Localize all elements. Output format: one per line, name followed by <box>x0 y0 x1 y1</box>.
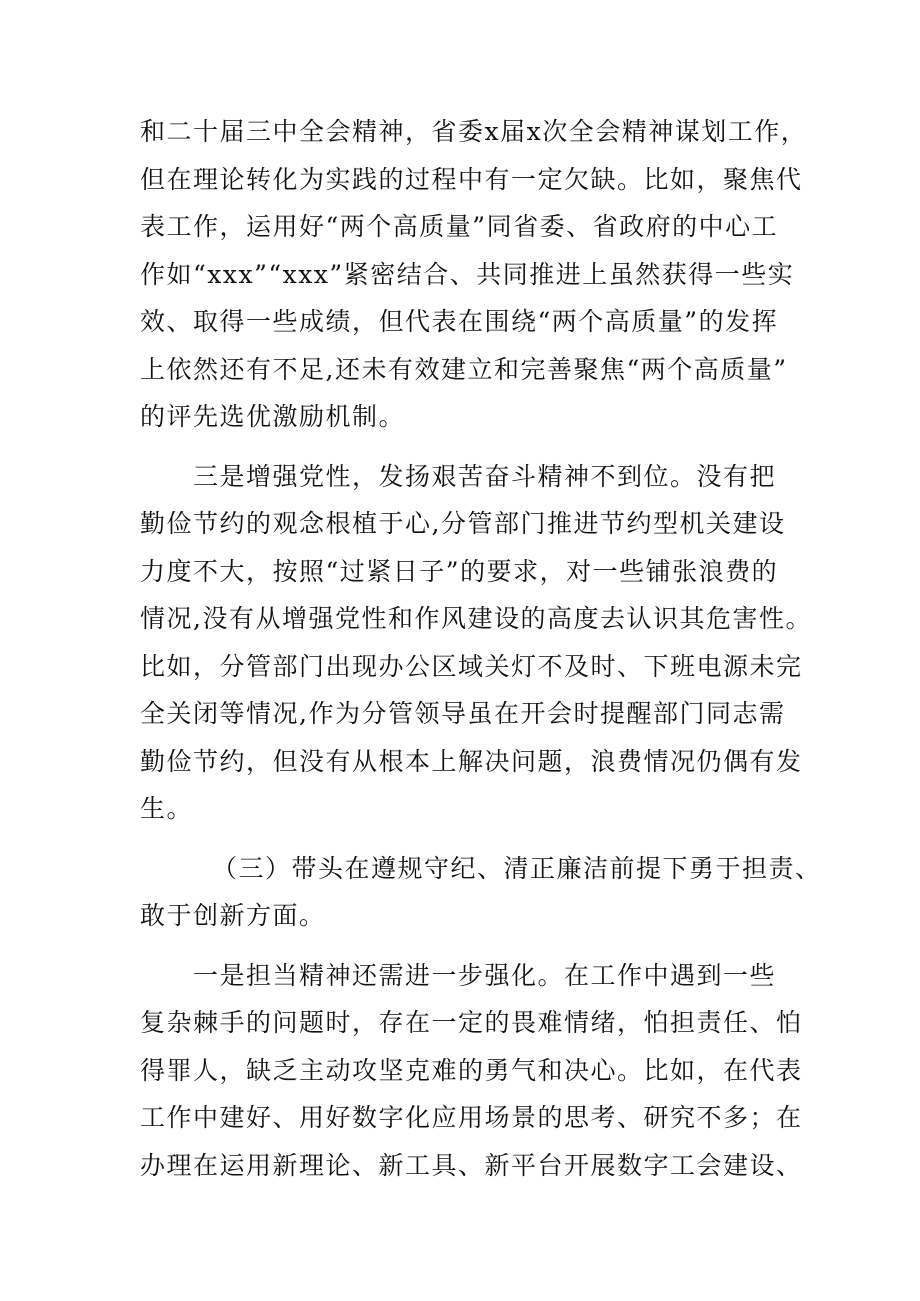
text-line: 作如“xxx”“xxx”紧密结合、共同推进上虽然获得一些实 <box>140 259 795 289</box>
paragraph <box>140 453 812 833</box>
text-line: 办理在运用新理论、新工具、新平台开展数字工会建设、 <box>140 1150 803 1180</box>
text-line: 生。 <box>140 794 194 823</box>
text-line: 复杂棘手的问题时，存在一定的畏难情绪，怕担责任、怕 <box>140 1008 803 1037</box>
text-line: 工作中建好、用好数字化应用场景的思考、研究不多；在 <box>140 1103 803 1132</box>
text-line: 和二十届三中全会精神，省委x届x次全会精神谋划工作， <box>140 117 808 146</box>
section-heading <box>140 845 822 940</box>
text-line: 情况,没有从增强党性和作风建设的高度去认识其危害性。 <box>140 604 812 633</box>
text-line: 表工作，运用好“两个高质量”同省委、省政府的中心工 <box>140 212 779 241</box>
paragraph-gap <box>140 441 800 453</box>
text-line: （三）带头在遵规守纪、清正廉洁前提下勇于担责、 <box>212 853 822 883</box>
text-line: 力度不大，按照“过紧日子”的要求，对一些铺张浪费的 <box>140 556 779 586</box>
text-line: 勤俭节约的观念根植于心,分管部门推进节约型机关建设 <box>140 509 786 538</box>
text-line: 效、取得一些成绩，但代表在围绕“两个高质量”的发挥 <box>140 307 779 336</box>
text-line: 一是担当精神还需进一步强化。在工作中遇到一些 <box>193 960 777 990</box>
paragraph-gap <box>140 940 800 952</box>
text-line: 上依然还有不足,还未有效建立和完善聚焦“两个高质量” <box>140 354 788 384</box>
text-line: 的评先选优激励机制。 <box>140 402 406 431</box>
text-line: 三是增强党性，发扬艰苦奋斗精神不到位。没有把 <box>193 461 777 491</box>
paragraph-gap <box>140 833 800 845</box>
text-line: 敢于创新方面。 <box>140 901 326 930</box>
text-line: 但在理论转化为实践的过程中有一定欠缺。比如，聚焦代 <box>140 164 803 194</box>
text-line: 比如，分管部门出现办公区域关灯不及时、下班电源未完 <box>140 651 803 681</box>
document-body <box>140 108 822 1189</box>
text-line: 勤俭节约，但没有从根本上解决问题，浪费情况仍偶有发 <box>140 746 803 776</box>
paragraph <box>140 108 808 441</box>
text-line: 全关闭等情况,作为分管领导虽在开会时提醒部门同志需 <box>140 699 786 728</box>
paragraph <box>140 952 803 1190</box>
text-line: 得罪人，缺乏主动攻坚克难的勇气和决心。比如，在代表 <box>140 1055 803 1085</box>
